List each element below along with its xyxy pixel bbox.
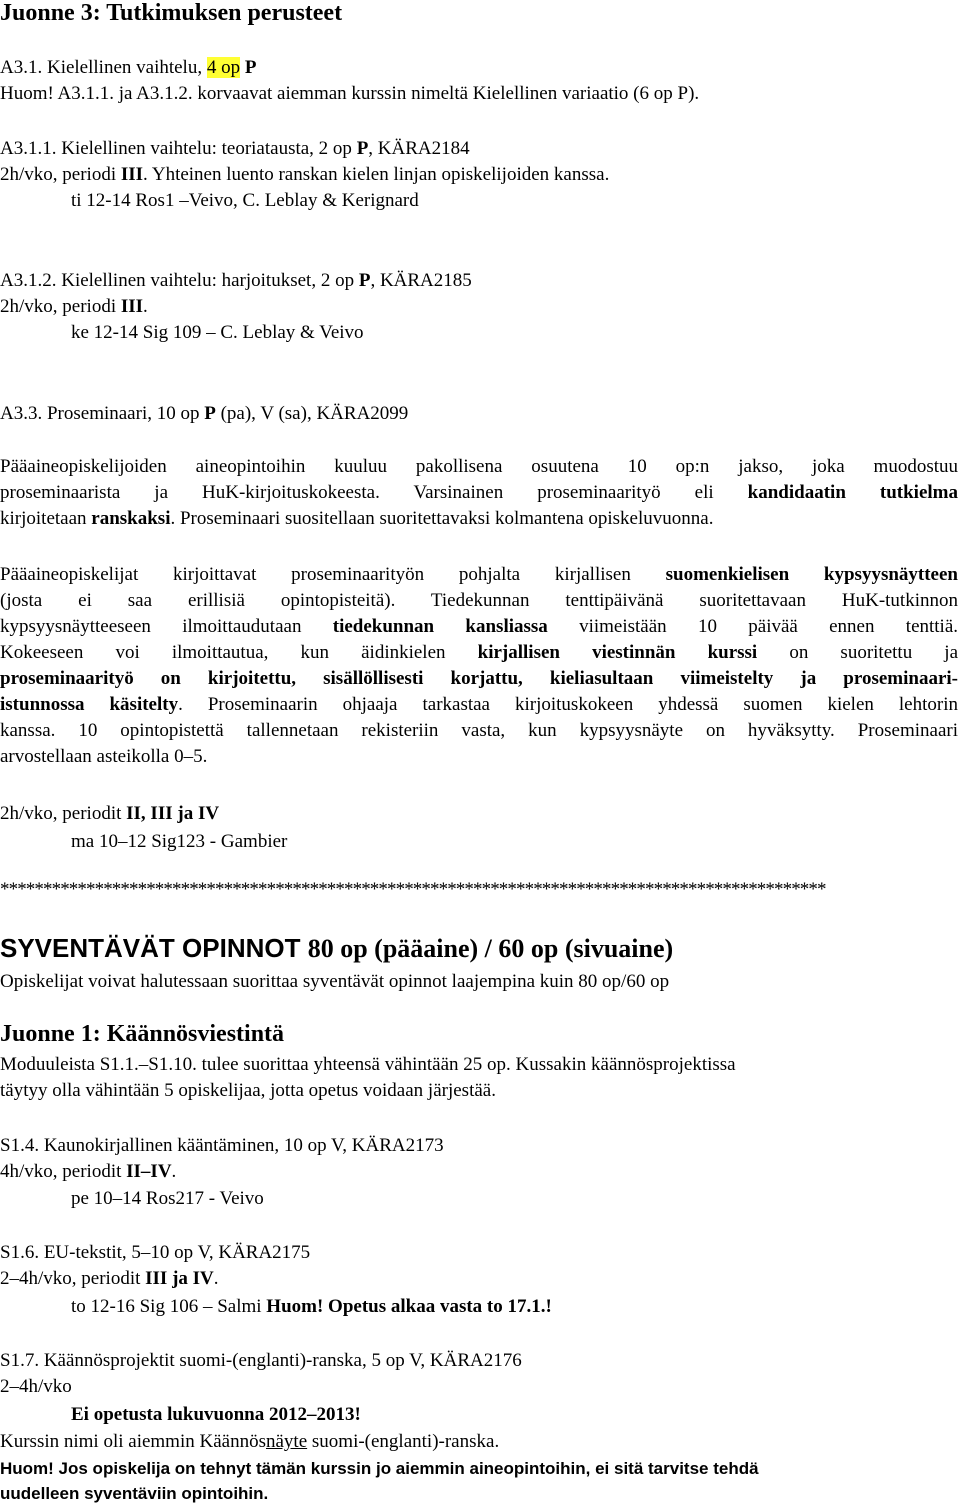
p1-line-1: Pääaineopiskelijoiden aineopintoihin kuuluu pakollisena osuutena 10 op:n jakso, joka muodostuu [0, 456, 958, 477]
syventavat-subtitle: Opiskelijat voivat halutessaan suorittaa syventävät opinnot laajempina kuin 80 op/60 op [0, 971, 670, 992]
s17-old-name: Kurssin nimi oli aiemmin Käännösnäyte suomi-(englanti)-ranska. [0, 1431, 500, 1452]
p2-line-5: proseminaarityö on kirjoitettu, sisällöllisesti korjattu, kieliasultaan viimeistelty ja proseminaari- [0, 668, 958, 689]
a312-schedule: 2h/vko, periodi III. [0, 296, 148, 317]
a311-time: ti 12-14 Ros1 –Veivo, C. Leblay & Kerignard [71, 190, 419, 211]
a33-schedule: 2h/vko, periodit II, III ja IV [0, 803, 220, 824]
a33-time: ma 10–12 Sig123 - Gambier [71, 831, 288, 852]
a31-note: Huom! A3.1.1. ja A3.1.2. korvaavat aiemman kurssin nimeltä Kielellinen variaatio (6 op P). [0, 83, 700, 104]
a311-title: A3.1.1. Kielellinen vaihtelu: teoriatausta, 2 op P, KÄRA2184 [0, 138, 470, 159]
p2-line-4: Kokeeseen voi ilmoittautua, kun äidinkielen kirjallisen viestinnän kurssi on suoritettu ja [0, 642, 959, 663]
p2-line-3: kypsyysnäytteeseen ilmoittaudutaan tiedekunnan kansliassa viimeistään 10 päivää ennen tenttiä. [0, 616, 959, 637]
highlighted-credits: 4 op [206, 57, 241, 78]
juonne1-heading: Juonne 1: Käännösviestintä [0, 1021, 285, 1047]
a312-title: A3.1.2. Kielellinen vaihtelu: harjoitukset, 2 op P, KÄRA2185 [0, 270, 472, 291]
s14-title: S1.4. Kaunokirjallinen kääntäminen, 10 op V, KÄRA2173 [0, 1135, 444, 1156]
s14-schedule: 4h/vko, periodit II–IV. [0, 1161, 177, 1182]
s17-note-line-2: uudelleen syventäviin opintoihin. [0, 1484, 269, 1503]
s16-title: S1.6. EU-tekstit, 5–10 op V, KÄRA2175 [0, 1242, 311, 1263]
juonne3-heading: Juonne 3: Tutkimuksen perusteet [0, 0, 343, 26]
separator-stars: ************************************************************************************************ [0, 879, 826, 900]
s14-time: pe 10–14 Ros217 - Veivo [71, 1188, 264, 1209]
a311-schedule: 2h/vko, periodi III. Yhteinen luento ranskan kielen linjan opiskelijoiden kanssa. [0, 164, 610, 185]
p2-line-8: arvostellaan asteikolla 0–5. [0, 746, 208, 767]
s16-schedule: 2–4h/vko, periodit III ja IV. [0, 1268, 219, 1289]
a31-course-title: A3.1. Kielellinen vaihtelu, 4 op P [0, 57, 257, 78]
j1-line-2: täytyy olla vähintään 5 opiskelijaa, jotta opetus voidaan järjestää. [0, 1080, 496, 1101]
s16-start-note: Huom! Opetus alkaa vasta to 17.1.! [266, 1296, 552, 1317]
s17-no-teaching: Ei opetusta lukuvuonna 2012–2013! [71, 1404, 361, 1425]
s17-schedule: 2–4h/vko [0, 1376, 72, 1397]
p2-line-1: Pääaineopiskelijat kirjoittavat proseminaarityön pohjalta kirjallisen suomenkielisen kypsyysnäytteen [0, 564, 958, 585]
p1-line-3: kirjoitetaan ranskaksi. Proseminaari suositellaan suoritettavaksi kolmantena opiskeluvuonna. [0, 508, 714, 529]
s17-title: S1.7. Käännösprojektit suomi-(englanti)-ranska, 5 op V, KÄRA2176 [0, 1350, 522, 1371]
a312-time: ke 12-14 Sig 109 – C. Leblay & Veivo [71, 322, 364, 343]
p2-line-6: istunnossa käsitelty. Proseminaarin ohjaaja tarkastaa kirjoituskokeen yhdessä suomen kielen lehtorin [0, 694, 958, 715]
p1-line-2: proseminaarista ja HuK-kirjoituskokeesta. Varsinainen proseminaarityö eli kandidaatin tutkielma [0, 482, 959, 503]
s16-time: to 12-16 Sig 106 – Salmi Huom! Opetus alkaa vasta to 17.1.! [71, 1296, 552, 1317]
p2-line-7: kanssa. 10 opintopistettä tallennetaan rekisteriin vasta, kun kypsyysnäyte on hyväksytty. Proseminaari [0, 720, 958, 741]
s17-note-line-1: Huom! Jos opiskelija on tehnyt tämän kurssin jo aiemmin aineopintoihin, ei sitä tarvitse tehdä [0, 1459, 759, 1478]
syventavat-heading: SYVENTÄVÄT OPINNOT 80 op (pääaine) / 60 op (sivuaine) [0, 933, 674, 963]
j1-line-1: Moduuleista S1.1.–S1.10. tulee suorittaa yhteensä vähintään 25 op. Kussakin käännösprojektissa [0, 1054, 736, 1075]
p2-line-2: (josta ei saa erillisiä opintopisteitä). Tiedekunnan tenttipäivänä suoritettavaan HuK-tutkinnon [0, 590, 958, 611]
a33-title: A3.3. Proseminaari, 10 op P (pa), V (sa), KÄRA2099 [0, 403, 409, 424]
